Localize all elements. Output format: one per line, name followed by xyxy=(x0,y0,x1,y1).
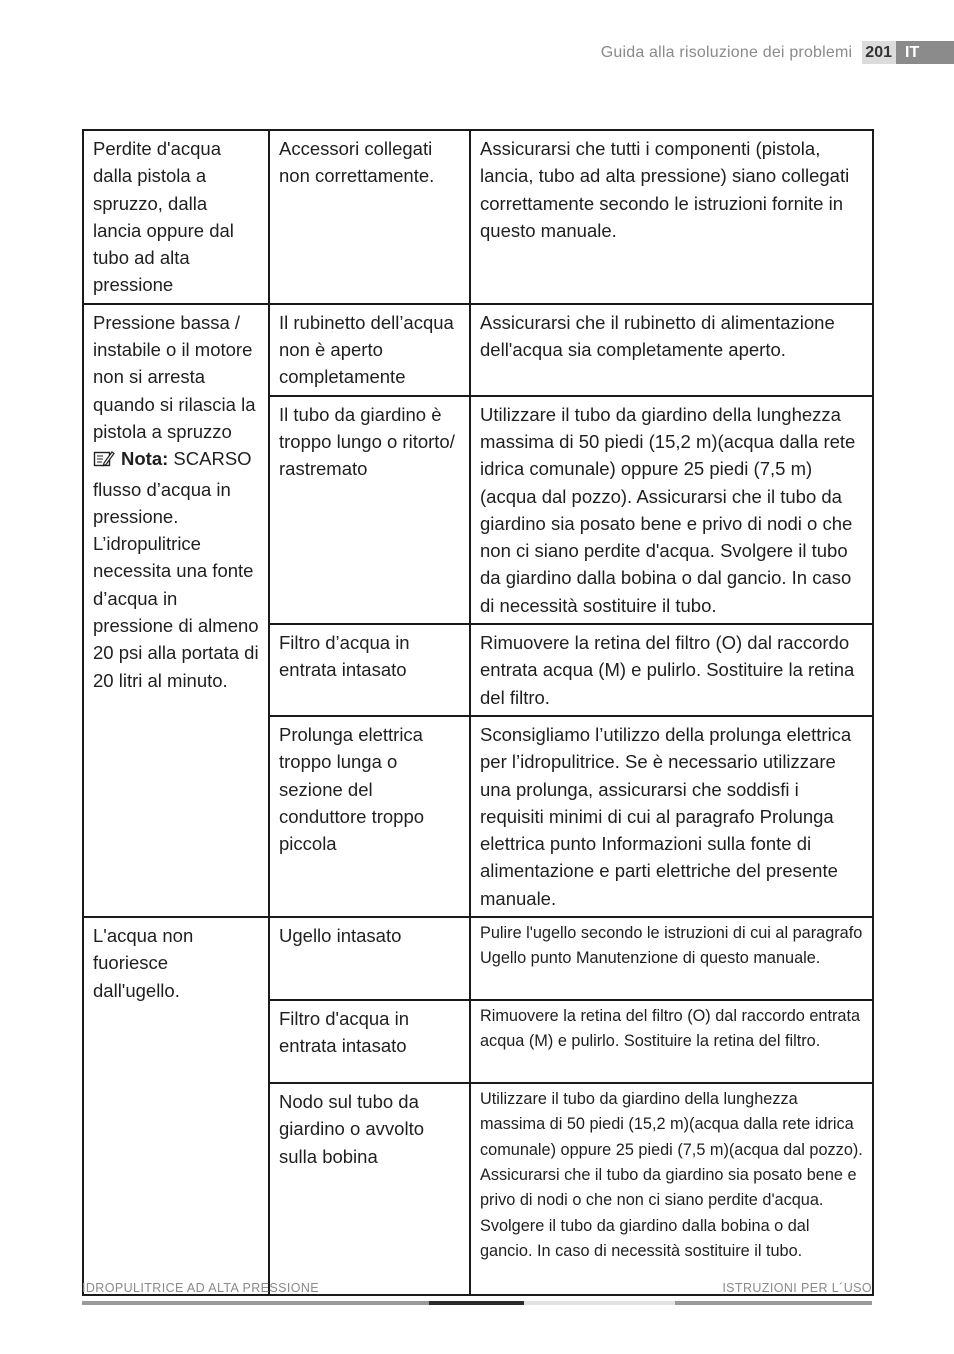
footer-bar-segment xyxy=(524,1301,675,1305)
problem-cell: L'acqua non fuoriesce dall'ugello. xyxy=(83,917,269,1295)
language-badge: IT xyxy=(896,41,954,64)
footer-bar-segment xyxy=(675,1301,872,1305)
note-label: Nota: xyxy=(121,448,169,470)
cause-cell: Il tubo da giardino è troppo lungo o ritorto/ rastremato xyxy=(269,396,470,624)
page-header xyxy=(601,41,954,64)
solution-cell: Assicurarsi che il rubinetto di alimentazione dell'acqua sia completamente aperto. xyxy=(470,304,873,396)
note-text: SCARSO flusso d’acqua in pressione. L’idropulitrice necessita una fonte d’acqua in pressione di almeno 20 psi alla portata di 20 litri al minuto. xyxy=(93,448,259,691)
note-icon xyxy=(93,448,115,475)
solution-cell: Rimuovere la retina del filtro (O) dal raccordo entrata acqua (M) e pulirlo. Sostituire la retina del filtro. xyxy=(470,624,873,716)
footer-bar-segment xyxy=(429,1301,524,1305)
section-title: Guida alla risoluzione dei problemi xyxy=(600,43,853,61)
cause-cell: Filtro d’acqua in entrata intasato xyxy=(269,624,470,716)
solution-cell: Assicurarsi che tutti i componenti (pistola, lancia, tubo ad alta pressione) siano collegati correttamente secondo le istruzioni fornite in questo manuale. xyxy=(470,130,873,304)
cause-cell: Prolunga elettrica troppo lunga o sezione del conduttore troppo piccola xyxy=(269,716,470,917)
footer-product-name: IDROPULITRICE AD ALTA PRESSIONE xyxy=(82,1281,319,1295)
solution-cell: Rimuovere la retina del filtro (O) dal raccordo entrata acqua (M) e pulirlo. Sostituire la retina del filtro. xyxy=(470,1000,873,1083)
troubleshooting-table xyxy=(82,129,874,1296)
cause-cell: Il rubinetto dell’acqua non è aperto completamente xyxy=(269,304,470,396)
footer-bar xyxy=(82,1301,872,1305)
problem-cell xyxy=(83,304,269,917)
solution-cell: Sconsigliamo l’utilizzo della prolunga elettrica per l’idropulitrice. Se è necessario utilizzare una prolunga, assicurarsi che soddisfi i requisiti minimi di cui al paragrafo Prolunga elettrica punto Informazioni sulla fonte di alimentazione e parti elettriche del presente manuale. xyxy=(470,716,873,917)
cause-cell: Ugello intasato xyxy=(269,917,470,1000)
footer-bar-segment xyxy=(82,1301,429,1305)
table-row xyxy=(83,304,873,396)
footer-manual-title: ISTRUZIONI PER L´USO xyxy=(722,1281,872,1295)
solution-cell: Pulire l'ugello secondo le istruzioni di cui al paragrafo Ugello punto Manutenzione di questo manuale. xyxy=(470,917,873,1000)
page-footer xyxy=(82,1281,872,1297)
table-row xyxy=(83,130,873,304)
cause-cell: Nodo sul tubo da giardino o avvolto sulla bobina xyxy=(269,1083,470,1295)
cause-cell: Accessori collegati non correttamente. xyxy=(269,130,470,304)
solution-cell: Utilizzare il tubo da giardino della lunghezza massima di 50 piedi (15,2 m)(acqua dalla rete idrica comunale) oppure 25 piedi (7,5 m)(acqua dal pozzo). Assicurarsi che il tubo da giardino sia posato bene e privo di nodi o che non ci siano perdite d'acqua. Svolgere il tubo da giardino dalla bobina o dal gancio. In caso di necessità sostituire il tubo. xyxy=(470,1083,873,1295)
page-number: 201 xyxy=(862,41,896,64)
problem-text: Pressione bassa / instabile o il motore non si arresta quando si rilascia la pistola a spruzzo xyxy=(93,311,256,442)
solution-cell: Utilizzare il tubo da giardino della lunghezza massima di 50 piedi (15,2 m)(acqua dalla rete idrica comunale) oppure 25 piedi (7,5 m) (acqua dal pozzo). Assicurarsi che il tubo da giardino sia posato bene e privo di nodi o che non ci siano perdite d'acqua. Svolgere il tubo da giardino dalla bobina o dal gancio. In caso di necessità sostituire il tubo. xyxy=(470,396,873,624)
table-row xyxy=(83,917,873,1000)
cause-cell: Filtro d'acqua in entrata intasato xyxy=(269,1000,470,1083)
problem-cell: Perdite d'acqua dalla pistola a spruzzo, dalla lancia oppure dal tubo ad alta pressione xyxy=(83,130,269,304)
